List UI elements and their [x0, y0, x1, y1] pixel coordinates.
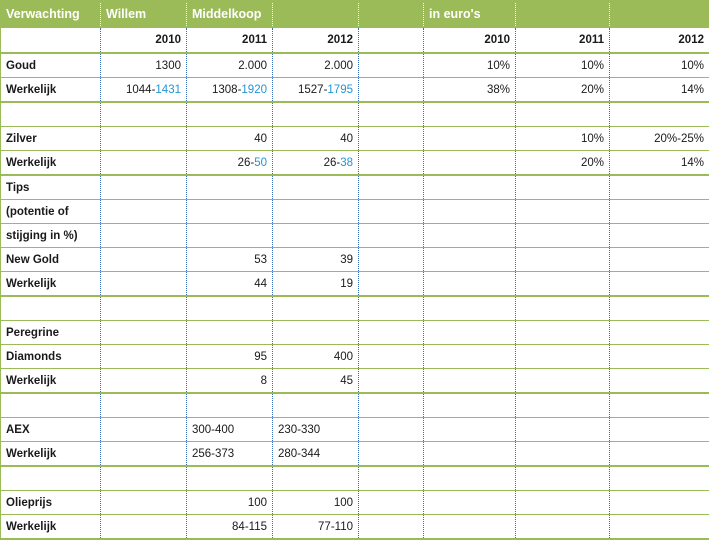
cell-aex-c1	[101, 418, 187, 442]
table-row	[1, 224, 709, 248]
cell-spacer-3-c5	[424, 393, 516, 418]
cell-goud-werkelijk-c6: 20%	[516, 78, 610, 103]
row-label-new-gold-werkelijk: Werkelijk	[1, 272, 101, 297]
cell-tips-3-c1	[101, 224, 187, 248]
cell-new-gold-werkelijk-c5	[424, 272, 516, 297]
cell-olieprijs-c2: 100	[187, 491, 273, 515]
cell-peregrine-1-c1	[101, 321, 187, 345]
cell-zilver-c5	[424, 127, 516, 151]
cell-spacer-4-c6	[516, 466, 610, 491]
cell-zilver-werkelijk-c3: 26-38	[273, 151, 359, 176]
row-label-olieprijs-werkelijk: Werkelijk	[1, 515, 101, 540]
cell-tips-3-c2	[187, 224, 273, 248]
cell-olieprijs-werkelijk-c4	[359, 515, 424, 540]
cell-tips-2-c6	[516, 200, 610, 224]
cell-goud-werkelijk-c2: 1308-1920	[187, 78, 273, 103]
cell-spacer-1-c7	[610, 102, 709, 127]
cell-aex-werkelijk-c3: 280-344	[273, 442, 359, 467]
row-label-spacer-4	[1, 466, 101, 491]
cell-new-gold-c4	[359, 248, 424, 272]
cell-spacer-2-c5	[424, 296, 516, 321]
table-row	[1, 272, 709, 297]
table-row	[1, 466, 709, 491]
row-label-new-gold: New Gold	[1, 248, 101, 272]
cell-spacer-3-c3	[273, 393, 359, 418]
cell-zilver-c3: 40	[273, 127, 359, 151]
cell-aex-c2: 300-400	[187, 418, 273, 442]
table-row	[1, 151, 709, 176]
cell-peregrine-werkelijk-c1	[101, 369, 187, 394]
cell-spacer-1-c4	[359, 102, 424, 127]
header-blank-4	[610, 1, 709, 28]
cell-peregrine-2-c6	[516, 345, 610, 369]
cell-spacer-4-c3	[273, 466, 359, 491]
table-row	[1, 345, 709, 369]
cell-peregrine-2-c4	[359, 345, 424, 369]
cell-tips-1-c7	[610, 175, 709, 200]
cell-tips-1-c4	[359, 175, 424, 200]
row-label-peregrine-werkelijk: Werkelijk	[1, 369, 101, 394]
cell-spacer-4-c7	[610, 466, 709, 491]
cell-spacer-4-c1	[101, 466, 187, 491]
cell-tips-3-c4	[359, 224, 424, 248]
cell-zilver-werkelijk-c2: 26-50	[187, 151, 273, 176]
cell-tips-3-c3	[273, 224, 359, 248]
row-label-tips-2: (potentie of	[1, 200, 101, 224]
cell-goud-werkelijk-c4	[359, 78, 424, 103]
cell-aex-c4	[359, 418, 424, 442]
cell-peregrine-1-c3	[273, 321, 359, 345]
cell-peregrine-werkelijk-c5	[424, 369, 516, 394]
row-label-peregrine-1: Peregrine	[1, 321, 101, 345]
cell-zilver-werkelijk-c6: 20%	[516, 151, 610, 176]
cell-spacer-1-c5	[424, 102, 516, 127]
table-row	[1, 321, 709, 345]
cell-spacer-4-c5	[424, 466, 516, 491]
cell-spacer-3-c6	[516, 393, 610, 418]
table-row	[1, 515, 709, 540]
table-row	[1, 296, 709, 321]
cell-new-gold-werkelijk-c3: 19	[273, 272, 359, 297]
cell-peregrine-werkelijk-c6	[516, 369, 610, 394]
cell-peregrine-2-c1	[101, 345, 187, 369]
cell-spacer-3-c4	[359, 393, 424, 418]
cell-goud-werkelijk-c3: 1527-1795	[273, 78, 359, 103]
cell-new-gold-c1	[101, 248, 187, 272]
table-header-row	[1, 1, 709, 28]
cell-tips-1-c5	[424, 175, 516, 200]
cell-tips-3-c6	[516, 224, 610, 248]
cell-spacer-4-c4	[359, 466, 424, 491]
cell-tips-2-c7	[610, 200, 709, 224]
cell-tips-2-c5	[424, 200, 516, 224]
table-row	[1, 369, 709, 394]
year-2011-willem: 2011	[187, 28, 273, 54]
row-label-tips-1: Tips	[1, 175, 101, 200]
cell-spacer-2-c7	[610, 296, 709, 321]
cell-zilver-werkelijk-c1	[101, 151, 187, 176]
cell-tips-3-c5	[424, 224, 516, 248]
cell-peregrine-1-c5	[424, 321, 516, 345]
row-label-aex: AEX	[1, 418, 101, 442]
year-2011-euro: 2011	[516, 28, 610, 54]
cell-zilver-c7: 20%-25%	[610, 127, 709, 151]
cell-peregrine-2-c7	[610, 345, 709, 369]
cell-tips-2-c3	[273, 200, 359, 224]
year-2010-willem: 2010	[101, 28, 187, 54]
cell-tips-1-c6	[516, 175, 610, 200]
cell-tips-1-c1	[101, 175, 187, 200]
cell-olieprijs-werkelijk-c6	[516, 515, 610, 540]
cell-spacer-2-c6	[516, 296, 610, 321]
cell-new-gold-c6	[516, 248, 610, 272]
cell-spacer-2-c4	[359, 296, 424, 321]
cell-goud-c1: 1300	[101, 53, 187, 78]
cell-spacer-4-c2	[187, 466, 273, 491]
header-in-euros: in euro's	[424, 1, 516, 28]
cell-tips-2-c2	[187, 200, 273, 224]
table-row	[1, 200, 709, 224]
cell-new-gold-werkelijk-c2: 44	[187, 272, 273, 297]
cell-new-gold-c7	[610, 248, 709, 272]
cell-zilver-c4	[359, 127, 424, 151]
cell-olieprijs-c4	[359, 491, 424, 515]
cell-peregrine-1-c6	[516, 321, 610, 345]
cell-aex-c6	[516, 418, 610, 442]
cell-aex-c5	[424, 418, 516, 442]
cell-goud-werkelijk-c7: 14%	[610, 78, 709, 103]
cell-olieprijs-werkelijk-c2: 84-115	[187, 515, 273, 540]
cell-new-gold-c3: 39	[273, 248, 359, 272]
row-label-zilver-werkelijk: Werkelijk	[1, 151, 101, 176]
cell-new-gold-werkelijk-c6	[516, 272, 610, 297]
header-blank-2	[359, 1, 424, 28]
cell-spacer-3-c1	[101, 393, 187, 418]
row-label-tips-3: stijging in %)	[1, 224, 101, 248]
cell-new-gold-werkelijk-c1	[101, 272, 187, 297]
cell-peregrine-1-c2	[187, 321, 273, 345]
cell-aex-werkelijk-c1	[101, 442, 187, 467]
table-row	[1, 442, 709, 467]
row-label-spacer-1	[1, 102, 101, 127]
cell-goud-c3: 2.000	[273, 53, 359, 78]
cell-aex-werkelijk-c7	[610, 442, 709, 467]
cell-peregrine-werkelijk-c7	[610, 369, 709, 394]
cell-peregrine-werkelijk-c4	[359, 369, 424, 394]
cell-new-gold-c2: 53	[187, 248, 273, 272]
cell-olieprijs-c5	[424, 491, 516, 515]
header-verwachting: Verwachting	[1, 1, 101, 28]
year-2012-willem: 2012	[273, 28, 359, 54]
year-2012-euro: 2012	[610, 28, 709, 54]
year-2010-euro: 2010	[424, 28, 516, 54]
cell-peregrine-werkelijk-c3: 45	[273, 369, 359, 394]
cell-spacer-1-c1	[101, 102, 187, 127]
header-middelkoop: Middelkoop	[187, 1, 273, 28]
cell-olieprijs-werkelijk-c1	[101, 515, 187, 540]
cell-olieprijs-werkelijk-c5	[424, 515, 516, 540]
row-label-spacer-2	[1, 296, 101, 321]
cell-peregrine-werkelijk-c2: 8	[187, 369, 273, 394]
header-blank-3	[516, 1, 610, 28]
cell-goud-c2: 2.000	[187, 53, 273, 78]
cell-peregrine-1-c4	[359, 321, 424, 345]
cell-new-gold-werkelijk-c4	[359, 272, 424, 297]
cell-zilver-c6: 10%	[516, 127, 610, 151]
cell-goud-werkelijk-c5: 38%	[424, 78, 516, 103]
row-label-olieprijs: Olieprijs	[1, 491, 101, 515]
year-header-row	[1, 28, 709, 54]
cell-new-gold-c5	[424, 248, 516, 272]
row-label-aex-werkelijk: Werkelijk	[1, 442, 101, 467]
table-row	[1, 491, 709, 515]
cell-tips-2-c1	[101, 200, 187, 224]
cell-olieprijs-c6	[516, 491, 610, 515]
cell-zilver-werkelijk-c5	[424, 151, 516, 176]
cell-tips-2-c4	[359, 200, 424, 224]
cell-olieprijs-c1	[101, 491, 187, 515]
cell-peregrine-2-c2: 95	[187, 345, 273, 369]
cell-peregrine-2-c3: 400	[273, 345, 359, 369]
year-row-label	[1, 28, 101, 54]
cell-peregrine-1-c7	[610, 321, 709, 345]
row-label-zilver: Zilver	[1, 127, 101, 151]
cell-tips-1-c2	[187, 175, 273, 200]
table-row	[1, 127, 709, 151]
cell-spacer-1-c6	[516, 102, 610, 127]
cell-goud-c6: 10%	[516, 53, 610, 78]
table-row	[1, 175, 709, 200]
cell-spacer-1-c3	[273, 102, 359, 127]
header-willem: Willem	[101, 1, 187, 28]
row-label-spacer-3	[1, 393, 101, 418]
table-row	[1, 78, 709, 103]
cell-tips-3-c7	[610, 224, 709, 248]
cell-goud-c4	[359, 53, 424, 78]
cell-spacer-2-c3	[273, 296, 359, 321]
cell-spacer-1-c2	[187, 102, 273, 127]
cell-aex-werkelijk-c2: 256-373	[187, 442, 273, 467]
cell-spacer-3-c2	[187, 393, 273, 418]
cell-peregrine-2-c5	[424, 345, 516, 369]
header-blank-1	[273, 1, 359, 28]
cell-aex-werkelijk-c6	[516, 442, 610, 467]
cell-aex-werkelijk-c4	[359, 442, 424, 467]
cell-new-gold-werkelijk-c7	[610, 272, 709, 297]
cell-zilver-c1	[101, 127, 187, 151]
cell-goud-werkelijk-c1: 1044-1431	[101, 78, 187, 103]
cell-olieprijs-werkelijk-c3: 77-110	[273, 515, 359, 540]
cell-zilver-c2: 40	[187, 127, 273, 151]
cell-olieprijs-c7	[610, 491, 709, 515]
cell-aex-c7	[610, 418, 709, 442]
cell-tips-1-c3	[273, 175, 359, 200]
cell-spacer-2-c2	[187, 296, 273, 321]
cell-zilver-werkelijk-c4	[359, 151, 424, 176]
cell-aex-c3: 230-330	[273, 418, 359, 442]
table-row	[1, 248, 709, 272]
row-label-goud: Goud	[1, 53, 101, 78]
cell-olieprijs-werkelijk-c7	[610, 515, 709, 540]
cell-spacer-3-c7	[610, 393, 709, 418]
row-label-peregrine-2: Diamonds	[1, 345, 101, 369]
table-row	[1, 393, 709, 418]
cell-olieprijs-c3: 100	[273, 491, 359, 515]
table-row	[1, 102, 709, 127]
cell-aex-werkelijk-c5	[424, 442, 516, 467]
table-row	[1, 53, 709, 78]
row-label-goud-werkelijk: Werkelijk	[1, 78, 101, 103]
year-blank	[359, 28, 424, 54]
table-row	[1, 418, 709, 442]
cell-goud-c5: 10%	[424, 53, 516, 78]
cell-spacer-2-c1	[101, 296, 187, 321]
cell-goud-c7: 10%	[610, 53, 709, 78]
cell-zilver-werkelijk-c7: 14%	[610, 151, 709, 176]
